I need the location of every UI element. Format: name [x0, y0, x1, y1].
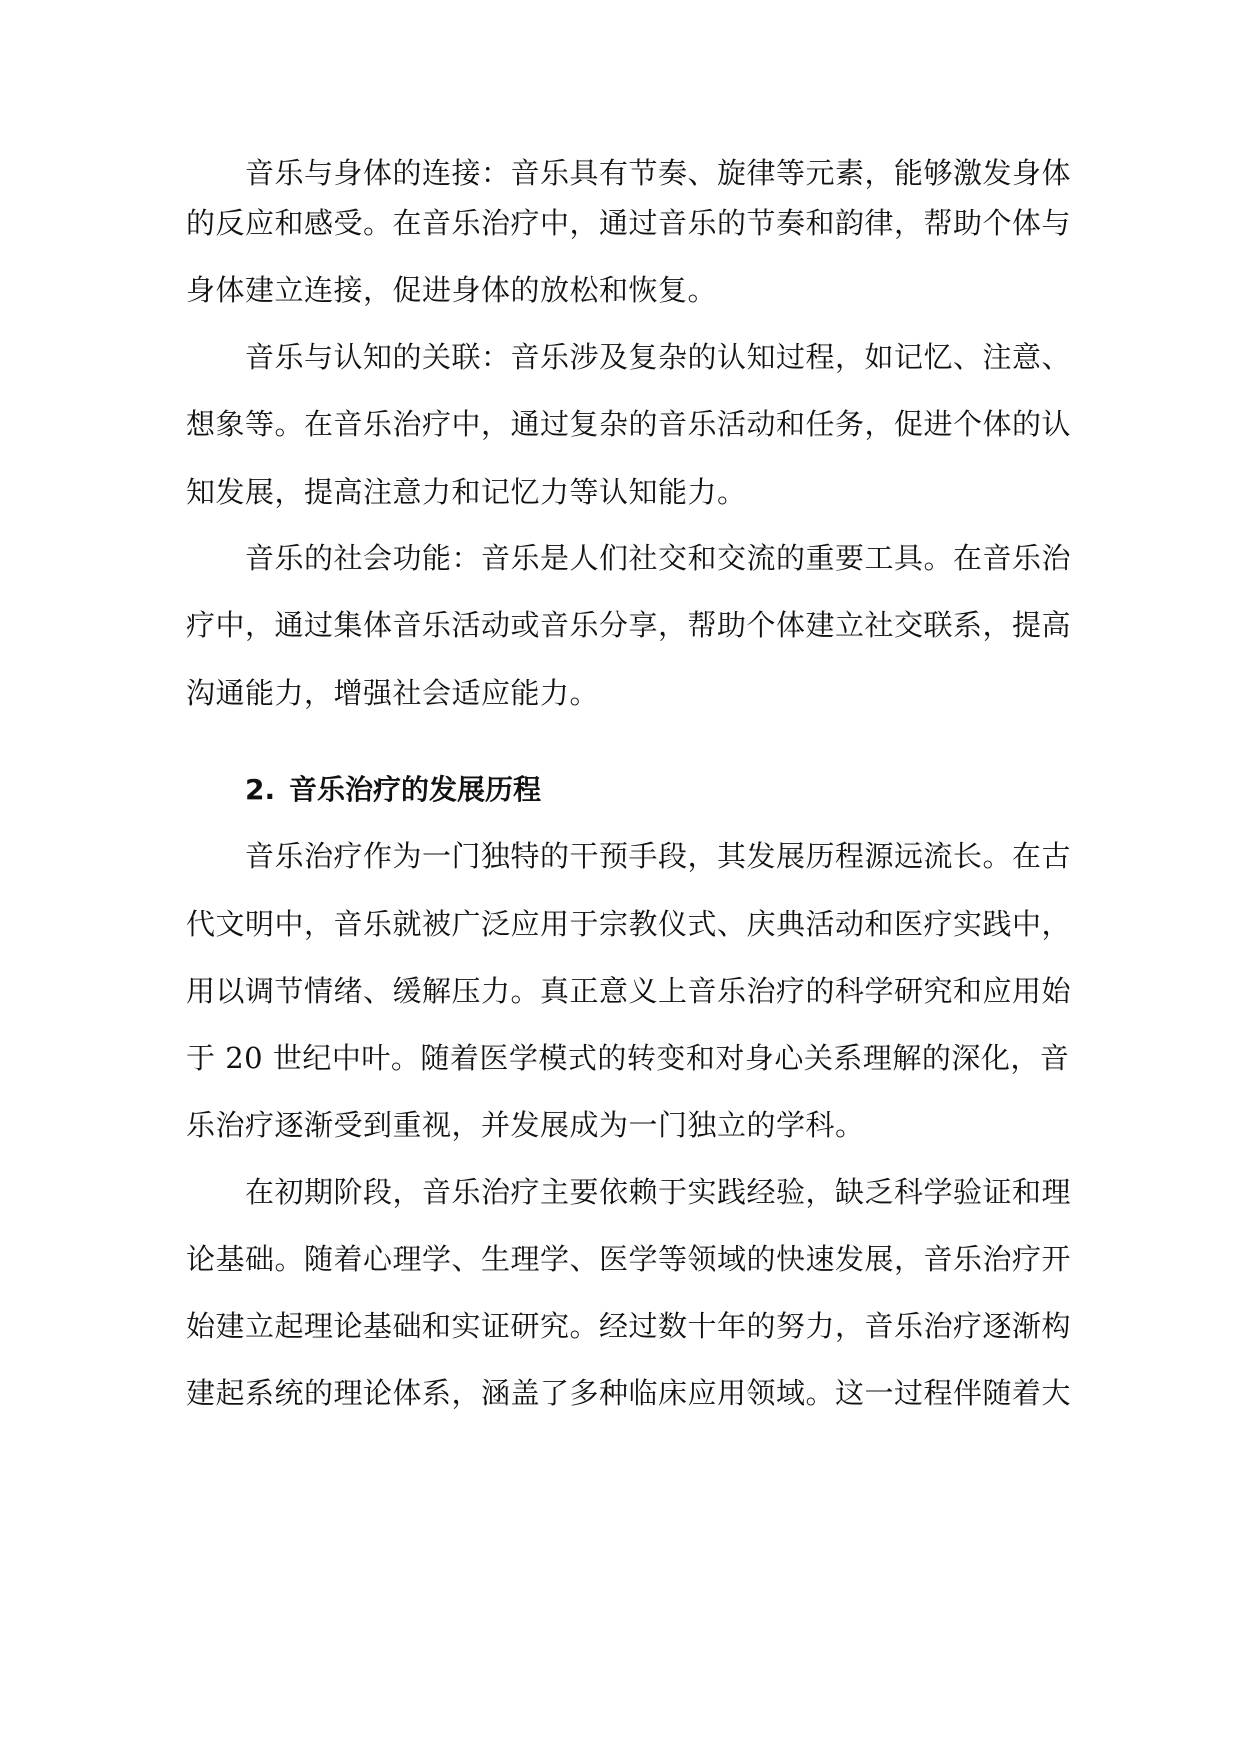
paragraph-4-line-1: 音乐治疗作为一门独特的干预手段，其发展历程源远流长。在古: [245, 839, 1072, 873]
paragraph-5-line-2: 论基础。随着心理学、生理学、医学等领域的快速发展，音乐治疗开: [186, 1242, 1072, 1276]
paragraph-4-line-4: 于 20 世纪中叶。随着医学模式的转变和对身心关系理解的深化，音: [186, 1041, 1070, 1075]
paragraph-2-line-2: 想象等。在音乐治疗中，通过复杂的音乐活动和任务，促进个体的认: [186, 407, 1072, 441]
paragraph-5-line-3: 始建立起理论基础和实证研究。经过数十年的努力，音乐治疗逐渐构: [186, 1309, 1072, 1343]
section-heading: [245, 770, 541, 810]
paragraph-3-line-3: 沟通能力，增强社会适应能力。: [186, 676, 600, 710]
paragraph-5-line-4: 建起系统的理论体系，涵盖了多种临床应用领域。这一过程伴随着大: [186, 1376, 1072, 1410]
paragraph-1-line-1: 音乐与身体的连接：音乐具有节奏、旋律等元素，能够激发身体: [245, 156, 1072, 190]
section-number: 2.: [245, 773, 276, 806]
paragraph-4-line-3: 用以调节情绪、缓解压力。真正意义上音乐治疗的科学研究和应用始: [186, 974, 1072, 1008]
paragraph-3-line-1: 音乐的社会功能：音乐是人们社交和交流的重要工具。在音乐治: [245, 541, 1072, 575]
paragraph-2-line-3: 知发展，提高注意力和记忆力等认知能力。: [186, 475, 747, 509]
paragraph-5-line-1: 在初期阶段，音乐治疗主要依赖于实践经验，缺乏科学验证和理: [245, 1175, 1072, 1209]
paragraph-3-line-2: 疗中，通过集体音乐活动或音乐分享，帮助个体建立社交联系，提高: [186, 608, 1072, 642]
section-title: 音乐治疗的发展历程: [289, 773, 542, 806]
paragraph-4-line-5: 乐治疗逐渐受到重视，并发展成为一门独立的学科。: [186, 1108, 865, 1142]
paragraph-4-line-2: 代文明中，音乐就被广泛应用于宗教仪式、庆典活动和医疗实践中，: [186, 907, 1072, 941]
paragraph-1-line-3: 身体建立连接，促进身体的放松和恢复。: [186, 273, 718, 307]
paragraph-1-line-2: 的反应和感受。在音乐治疗中，通过音乐的节奏和韵律，帮助个体与: [186, 206, 1072, 240]
paragraph-2-line-1: 音乐与认知的关联：音乐涉及复杂的认知过程，如记忆、注意、: [245, 340, 1072, 374]
